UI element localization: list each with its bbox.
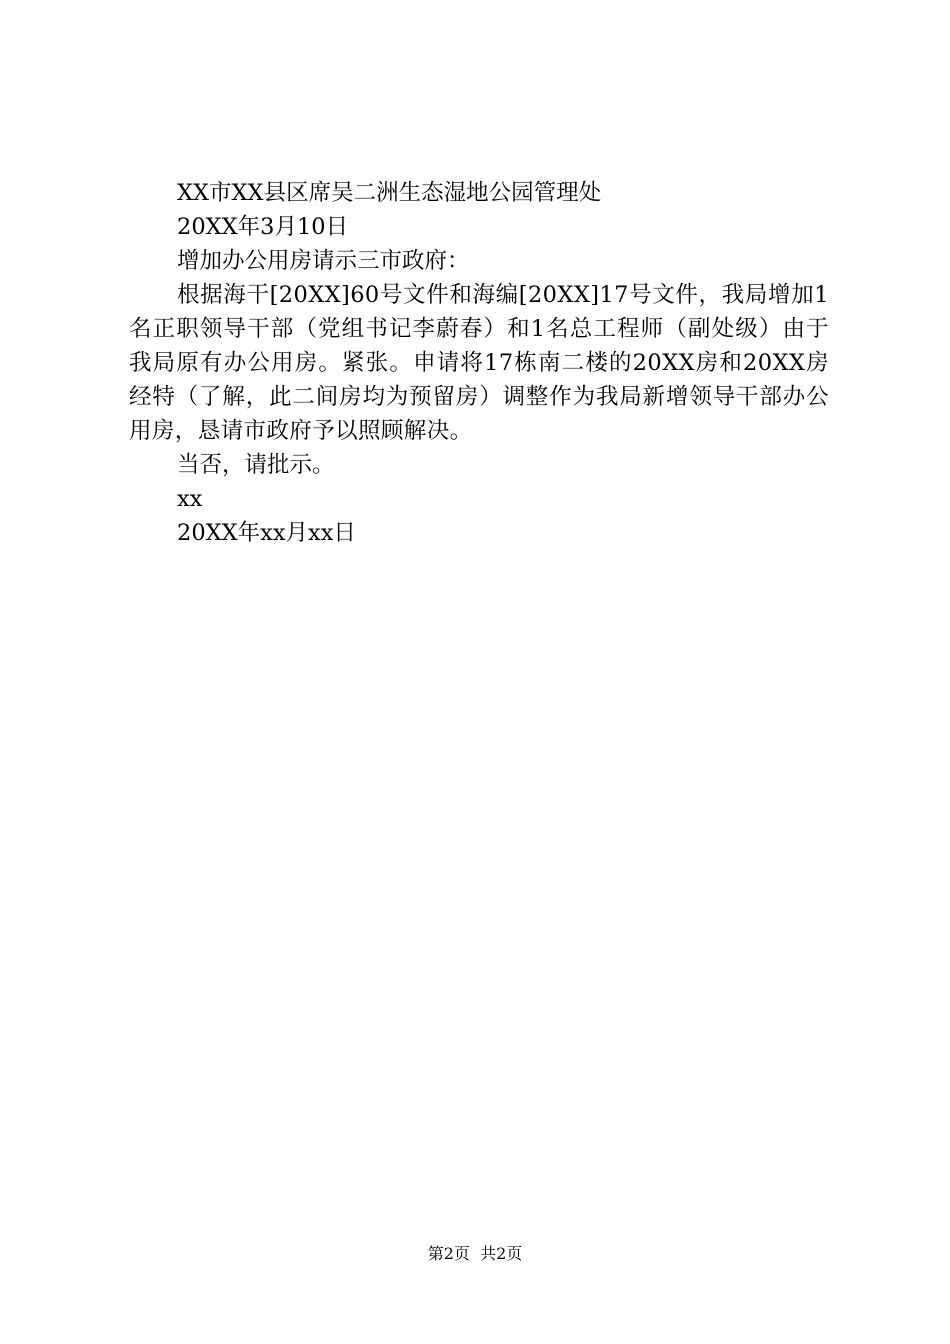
signature-date-line: 20XX年xx月xx日 <box>177 520 356 546</box>
closing-line: 当否，请批示。 <box>177 452 335 478</box>
signature-line: xx <box>177 486 203 512</box>
document-body <box>129 176 829 550</box>
body-paragraph: 根据海干[20XX]60号文件和海编[20XX]17号文件，我局增加1名正职领导干部（党组书记李蔚春）和1名总工程师（副处级）由于我局原有办公用房。紧张。申请将17栋南二楼的20XX房和20XX房经特（了解，此二间房均为预留房）调整作为我局新增领导干部办公用房，恳请市政府予以照顾解决。 <box>129 282 829 444</box>
organization-line: XX市XX县区席吴二洲生态湿地公园管理处 <box>177 180 602 206</box>
date-line: 20XX年3月10日 <box>177 214 349 240</box>
page-footer: 第2页 共2页 <box>427 1244 523 1263</box>
request-title-line: 增加办公用房请示三市政府： <box>177 248 470 274</box>
